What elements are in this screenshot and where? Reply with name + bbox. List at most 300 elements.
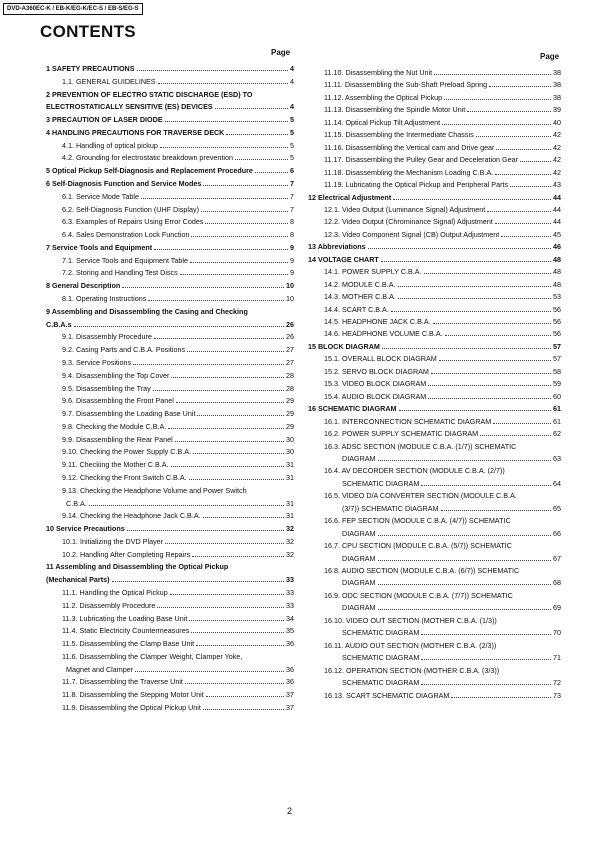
toc-entry-page: 60 <box>553 391 561 401</box>
toc-entry <box>308 91 561 102</box>
toc-entry-page: 56 <box>553 317 561 326</box>
toc-entry-page: 31 <box>286 498 294 508</box>
dot-leader <box>434 74 551 75</box>
dot-leader <box>398 298 551 299</box>
toc-entry <box>38 688 294 699</box>
dot-leader <box>235 159 288 160</box>
dot-leader <box>141 198 288 199</box>
toc-entry <box>38 599 294 610</box>
toc-entry-title: 16.3. ADSC SECTION (MODULE C.B.A. (1/7)) SCHEMATIC <box>324 441 517 451</box>
toc-entry-page: 4 <box>290 64 294 73</box>
toc-entry <box>38 139 294 150</box>
toc-entry-title: 9.9. Disassembling the Rear Panel <box>62 434 173 444</box>
toc-entry-title: 16.9. ODC SECTION (MODULE C.B.A. (7/7)) SCHEMATIC <box>324 590 513 600</box>
toc-entry-title: 11.5. Disassembling the Clamp Base Unit <box>62 639 195 649</box>
toc-entry <box>308 78 561 89</box>
toc-entry-page: 59 <box>553 379 561 389</box>
toc-entry <box>38 650 294 661</box>
toc-entry <box>308 489 561 500</box>
toc-entry <box>38 126 294 137</box>
toc-entry <box>308 166 561 177</box>
toc-entry-page: 43 <box>553 180 561 190</box>
toc-entry <box>308 614 561 625</box>
toc-entry-title: 15 BLOCK DIAGRAM <box>308 341 380 351</box>
toc-entry-page: 62 <box>553 429 561 439</box>
dot-leader <box>165 543 284 544</box>
toc-entry <box>38 356 294 367</box>
toc-entry-page: 42 <box>553 167 561 177</box>
dot-leader <box>421 634 551 635</box>
toc-entry-page: 68 <box>553 578 561 588</box>
toc-entry-page: 64 <box>553 478 561 488</box>
toc-entry <box>308 340 561 351</box>
toc-entry <box>38 279 294 290</box>
toc-entry-page: 32 <box>286 549 294 559</box>
dot-leader <box>378 460 551 461</box>
toc-entry-title: 11.11. Disassembling the Sub-Shaft Preload Spring <box>324 80 488 90</box>
toc-entry <box>38 586 294 597</box>
dot-leader <box>197 415 284 416</box>
dot-leader <box>175 441 284 442</box>
toc-entry-title: 11.7. Disassembling the Traverse Unit <box>62 677 183 687</box>
toc-entry-page: 36 <box>286 664 294 674</box>
toc-entry <box>308 303 561 314</box>
dot-leader <box>489 86 551 87</box>
toc-entry <box>308 676 561 687</box>
toc-entry <box>308 440 561 451</box>
toc-entry-page: 66 <box>553 528 561 538</box>
toc-entry-page: 5 <box>290 115 294 125</box>
toc-entry <box>38 100 294 111</box>
toc-entry <box>308 539 561 550</box>
toc-entry <box>308 203 561 214</box>
dot-leader <box>399 410 551 411</box>
toc-entry-title: 12.2. Video Output (Chrominance Signal) Adjustment <box>324 217 493 227</box>
dot-leader <box>495 223 551 224</box>
toc-entry-page: 36 <box>286 639 294 649</box>
dot-leader <box>112 581 284 582</box>
dot-leader <box>428 398 551 399</box>
dot-leader <box>201 211 288 212</box>
toc-entry-title: 4 HANDLING PRECAUTIONS FOR TRAVERSE DECK <box>46 127 225 137</box>
toc-entry <box>38 266 294 277</box>
toc-entry-page: 32 <box>286 536 294 546</box>
model-header: DVD-A360EC-K / EB-K/EG-K/EC-S / EB-S/EG-S <box>3 3 143 15</box>
dot-leader <box>192 556 284 557</box>
toc-entry-title: 11.10. Disassembling the Nut Unit <box>324 68 433 77</box>
toc-entry <box>308 191 561 202</box>
dot-leader <box>191 632 284 633</box>
toc-entry-page: 8 <box>290 230 294 240</box>
toc-entry <box>308 502 561 513</box>
toc-entry-page: 72 <box>553 678 561 688</box>
toc-entry-title: 15.3. VIDEO BLOCK DIAGRAM <box>324 379 427 389</box>
dot-leader <box>398 286 552 287</box>
dot-leader <box>189 479 284 480</box>
toc-entry-title: 11.12. Assembling the Optical Pickup <box>324 92 443 102</box>
dot-leader <box>381 261 551 262</box>
toc-entry-title: 6.4. Sales Demonstration Lock Function <box>62 230 190 240</box>
dot-leader <box>382 348 551 349</box>
toc-entry-title: 10.1. Initializing the DVD Player <box>62 536 164 546</box>
dot-leader <box>160 147 288 148</box>
toc-entry-title: 2 PREVENTION OF ELECTRO STATIC DISCHARGE (ESD) TO <box>46 89 253 99</box>
toc-entry <box>38 407 294 418</box>
toc-entry-page: 7 <box>290 204 294 214</box>
toc-entry <box>38 203 294 214</box>
toc-entry <box>308 576 561 587</box>
dot-leader <box>495 174 551 175</box>
toc-entry-title: 14 VOLTAGE CHART <box>308 254 379 264</box>
toc-entry-page: 31 <box>286 472 294 482</box>
toc-entry <box>38 254 294 265</box>
toc-entry-title: 8 General Description <box>46 281 121 291</box>
toc-entry <box>38 318 294 329</box>
toc-entry-page: 56 <box>553 329 561 339</box>
dot-leader <box>424 273 551 274</box>
toc-entry-title: 9.11. Checking the Mother C.B.A. <box>62 460 169 470</box>
toc-entry-page: 27 <box>286 357 294 367</box>
toc-entry-title: 9.12. Checking the Front Switch C.B.A. <box>62 472 187 482</box>
toc-entry <box>38 675 294 686</box>
toc-entry <box>308 689 561 700</box>
toc-entry-title: DIAGRAM <box>342 603 376 613</box>
toc-entry-page: 48 <box>553 279 561 289</box>
dot-leader <box>476 136 551 137</box>
toc-entry <box>38 497 294 508</box>
dot-leader <box>165 121 288 122</box>
dot-leader <box>378 584 551 585</box>
toc-entry-title: 9.7. Disassembling the Loading Base Unit <box>62 409 196 419</box>
toc-entry-page: 38 <box>553 68 561 77</box>
toc-entry-title: (3/7)) SCHEMATIC DIAGRAM <box>342 503 439 513</box>
toc-entry <box>38 471 294 482</box>
toc-entry <box>38 343 294 354</box>
dot-leader <box>153 390 284 391</box>
toc-entry-title: 15.1. OVERALL BLOCK DIAGRAM <box>324 354 437 364</box>
toc-entry-title: SCHEMATIC DIAGRAM <box>342 478 420 488</box>
dot-leader <box>444 99 551 100</box>
toc-entry-title: ELECTROSTATICALLY SENSITIVE (ES) DEVICES <box>46 102 213 112</box>
toc-entry-page: 31 <box>286 460 294 470</box>
toc-entry-page: 33 <box>286 600 294 610</box>
toc-entry <box>308 514 561 525</box>
toc-entry-page: 7 <box>290 191 294 201</box>
toc-entry <box>38 382 294 393</box>
toc-entry-page: 10 <box>286 281 294 291</box>
toc-entry <box>38 394 294 405</box>
toc-entry-title: 16.1. INTERCONNECTION SCHEMATIC DIAGRAM <box>324 416 492 426</box>
toc-entry <box>308 589 561 600</box>
toc-entry-page: 57 <box>553 354 561 364</box>
toc-entry-page: 61 <box>553 416 561 426</box>
toc-entry <box>38 548 294 559</box>
toc-entry <box>308 352 561 363</box>
toc-entry <box>308 178 561 189</box>
toc-entry-title: 7.1. Service Tools and Equipment Table <box>62 255 188 265</box>
toc-entry-title: 9.6. Disassembling the Front Panel <box>62 396 174 406</box>
toc-entry <box>38 624 294 635</box>
toc-entry <box>38 701 294 712</box>
toc-entry-page: 58 <box>553 366 561 376</box>
dot-leader <box>421 659 551 660</box>
toc-entry <box>38 215 294 226</box>
page-column-label: Page <box>540 52 560 61</box>
toc-entry-title: 6.3. Examples of Repairs Using Error Codes <box>62 217 204 227</box>
dot-leader <box>171 466 284 467</box>
toc-entry-title: 9.13. Checking the Headphone Volume and Power Switch <box>62 485 247 495</box>
toc-entry-title: 16 SCHEMATIC DIAGRAM <box>308 404 397 414</box>
toc-entry-page: 44 <box>553 217 561 227</box>
toc-entry <box>308 116 561 127</box>
toc-entry-title: DIAGRAM <box>342 528 376 538</box>
toc-entry <box>38 330 294 341</box>
toc-entry-title: 14.5. HEADPHONE JACK C.B.A. <box>324 317 431 326</box>
toc-entry-page: 67 <box>553 553 561 563</box>
toc-entry-title: 4.1. Handling of optical pickup <box>62 140 158 150</box>
toc-entry <box>38 420 294 431</box>
toc-entry-page: 28 <box>286 383 294 393</box>
dot-leader <box>493 423 551 424</box>
toc-entry-title: 9.1. Disassembly Procedure <box>62 332 152 342</box>
toc-entry-page: 42 <box>553 142 561 152</box>
toc-entry <box>308 290 561 301</box>
toc-entry <box>308 564 561 575</box>
dot-leader <box>510 186 551 187</box>
toc-entry-title: 15.2. SERVO BLOCK DIAGRAM <box>324 366 429 376</box>
toc-entry-page: 48 <box>553 267 561 277</box>
toc-entry <box>38 177 294 188</box>
toc-entry <box>38 113 294 124</box>
toc-entry-page: 6 <box>290 166 294 176</box>
toc-entry-title: 11.8. Disassembling the Stepping Motor Unit <box>62 690 204 700</box>
toc-entry <box>308 664 561 675</box>
dot-leader <box>185 683 284 684</box>
toc-entry-page: 4 <box>290 76 294 86</box>
dot-leader <box>135 671 284 672</box>
dot-leader <box>203 709 284 710</box>
toc-entry-page: 69 <box>553 603 561 613</box>
page-number: 2 <box>287 806 293 816</box>
toc-entry-page: 42 <box>553 130 561 140</box>
toc-entry <box>38 560 294 571</box>
dot-leader <box>137 70 288 71</box>
dot-leader <box>205 223 288 224</box>
toc-entry-title: 11.15. Disassembling the Intermediate Chassis <box>324 130 474 140</box>
toc-entry-page: 29 <box>286 409 294 419</box>
dot-leader <box>154 249 288 250</box>
toc-entry-page: 29 <box>286 396 294 406</box>
toc-entry-title: 16.8. AUDIO SECTION (MODULE C.B.A. (6/7)) SCHEMATIC <box>324 566 520 575</box>
toc-entry-page: 44 <box>553 192 561 202</box>
toc-entry-page: 26 <box>286 319 294 329</box>
dot-leader <box>203 185 288 186</box>
dot-leader <box>431 373 551 374</box>
toc-entry-page: 48 <box>553 254 561 264</box>
toc-entry <box>38 573 294 584</box>
dot-leader <box>421 485 551 486</box>
toc-entry <box>38 522 294 533</box>
toc-entry-page: 65 <box>553 503 561 513</box>
toc-entry <box>308 527 561 538</box>
toc-entry-page: 5 <box>290 140 294 150</box>
toc-entry <box>308 228 561 239</box>
toc-entry-title: 16.4. AV DECORDER SECTION (MODULE C.B.A. (2/7)) <box>324 466 505 476</box>
toc-entry <box>38 190 294 201</box>
toc-entry-title: 14.3. MOTHER C.B.A. <box>324 292 396 302</box>
toc-entry-title: 11.17. Disassembling the Pulley Gear and Deceleration Gear <box>324 155 519 165</box>
toc-entry <box>38 612 294 623</box>
toc-entry <box>308 377 561 388</box>
toc-entry-page: 8 <box>290 217 294 227</box>
toc-entry-title: 11.13. Disassembling the Spindle Motor Unit <box>324 105 466 115</box>
toc-entry-page: 30 <box>286 434 294 444</box>
dot-leader <box>501 236 551 237</box>
toc-entry-page: 29 <box>286 421 294 431</box>
toc-entry <box>308 390 561 401</box>
toc-entry <box>308 265 561 276</box>
dot-leader <box>187 351 284 352</box>
toc-entry-title: 9.3. Service Positions <box>62 357 132 367</box>
dot-leader <box>378 609 551 610</box>
toc-entry-title: 16.11. AUDIO OUT SECTION (MOTHER C.B.A. (2/3)) <box>324 640 497 650</box>
toc-entry <box>308 601 561 612</box>
dot-leader <box>428 385 551 386</box>
toc-entry-title: C.B.A.s <box>46 319 72 329</box>
toc-entry <box>38 228 294 239</box>
toc-entry-title: 9.8. Checking the Module C.B.A. <box>62 421 167 431</box>
toc-entry <box>38 292 294 303</box>
toc-entry-title: 7 Service Tools and Equipment <box>46 242 153 252</box>
toc-entry-title: 6.2. Self-Diagnosis Function (UHF Display) <box>62 204 200 214</box>
toc-entry <box>308 477 561 488</box>
toc-entry <box>308 651 561 662</box>
toc-entry-title: (Mechanical Parts) <box>46 575 110 585</box>
dot-leader <box>421 684 551 685</box>
toc-entry-page: 33 <box>286 587 294 597</box>
toc-entry-page: 40 <box>553 117 561 127</box>
dot-leader <box>451 697 551 698</box>
toc-entry-page: 71 <box>553 653 561 663</box>
toc-entry <box>38 369 294 380</box>
toc-entry-title: 14.4. SCART C.B.A. <box>324 304 389 314</box>
toc-entry-title: 12.3. Video Component Signal (CB) Output Adjustment <box>324 229 500 239</box>
toc-entry-title: 16.10. VIDEO OUT SECTION (MOTHER C.B.A. (1/3)) <box>324 615 497 625</box>
toc-entry <box>38 458 294 469</box>
dot-leader <box>191 236 288 237</box>
toc-entry-page: 33 <box>286 575 294 585</box>
toc-entry-title: 9.2. Casing Parts and C.B.A. Positions <box>62 345 186 355</box>
toc-entry-page: 9 <box>290 255 294 265</box>
toc-entry <box>308 240 561 251</box>
toc-entry-page: 36 <box>286 677 294 687</box>
toc-entry-page: 28 <box>286 370 294 380</box>
toc-entry-title: 15.4. AUDIO BLOCK DIAGRAM <box>324 391 427 401</box>
toc-entry-title: DIAGRAM <box>342 553 376 563</box>
dot-leader <box>176 402 284 403</box>
dot-leader <box>157 607 284 608</box>
dot-leader <box>203 517 284 518</box>
dot-leader <box>180 274 288 275</box>
dot-leader <box>433 323 551 324</box>
toc-entry <box>38 433 294 444</box>
toc-entry-page: 44 <box>553 204 561 214</box>
dot-leader <box>441 510 551 511</box>
toc-entry <box>38 445 294 456</box>
dot-leader <box>393 199 551 200</box>
toc-entry <box>38 509 294 520</box>
toc-entry-title: 11.18. Disassembling the Mechanism Loading C.B.A. <box>324 167 494 177</box>
toc-entry <box>308 365 561 376</box>
dot-leader <box>445 335 551 336</box>
toc-entry <box>308 278 561 289</box>
toc-entry-page: 45 <box>553 229 561 239</box>
toc-entry-title: C.B.A. <box>66 498 87 508</box>
dot-leader <box>520 161 551 162</box>
toc-entry-page: 7 <box>290 179 294 189</box>
toc-entry-title: SCHEMATIC DIAGRAM <box>342 628 420 638</box>
toc-entry <box>38 484 294 495</box>
toc-entry <box>308 626 561 637</box>
toc-entry-title: 7.2. Storing and Handling Test Discs <box>62 268 178 278</box>
toc-entry-title: SCHEMATIC DIAGRAM <box>342 678 420 688</box>
toc-entry <box>308 66 561 77</box>
toc-entry-title: 16.5. VIDEO D/A CONVERTER SECTION (MODULE C.B.A. <box>324 491 517 501</box>
toc-entry-page: 31 <box>286 511 294 521</box>
dot-leader <box>391 311 551 312</box>
dot-leader <box>226 134 288 135</box>
toc-entry-page: 26 <box>286 332 294 342</box>
dot-leader <box>148 300 284 301</box>
toc-entry-page: 37 <box>286 690 294 700</box>
dot-leader <box>378 535 551 536</box>
toc-entry <box>38 637 294 648</box>
toc-entry-title: 14.2. MODULE C.B.A. <box>324 279 396 289</box>
page-column-label: Page <box>271 48 291 57</box>
dot-leader <box>133 364 284 365</box>
dot-leader <box>190 262 288 263</box>
dot-leader <box>74 326 284 327</box>
toc-entry-title: SCHEMATIC DIAGRAM <box>342 653 420 663</box>
toc-entry-title: 8.1. Operating Instructions <box>62 294 147 304</box>
toc-entry-page: 27 <box>286 345 294 355</box>
toc-entry-title: 16.7. CPU SECTION (MODULE C.B.A. (5/7)) SCHEMATIC <box>324 541 512 551</box>
toc-entry-page: 9 <box>290 242 294 252</box>
dot-leader <box>487 211 551 212</box>
toc-entry <box>38 164 294 175</box>
dot-leader <box>496 149 551 150</box>
toc-entry-page: 61 <box>553 404 561 414</box>
toc-entry <box>38 663 294 674</box>
toc-entry-title: 12.1. Video Output (Luminance Signal) Adjustment <box>324 204 486 214</box>
toc-entry-title: 4.2. Grounding for electrostatic breakdown prevention <box>62 153 234 163</box>
toc-entry-title: 11.16. Disassembling the Vertical cam and Drive gear <box>324 142 495 152</box>
toc-entry-page: 42 <box>553 155 561 165</box>
toc-entry <box>38 88 294 99</box>
toc-entry <box>308 415 561 426</box>
toc-entry <box>308 327 561 338</box>
toc-entry-page: 35 <box>286 626 294 636</box>
toc-entry-title: 11.1. Handling the Optical Pickup <box>62 587 168 597</box>
toc-entry-title: 1.1. GENERAL GUIDELINES <box>62 76 156 86</box>
toc-entry-page: 5 <box>290 127 294 137</box>
dot-leader <box>196 645 284 646</box>
toc-entry-page: 10 <box>286 294 294 304</box>
toc-entry-title: 16.6. FEP SECTION (MODULE C.B.A. (4/7)) SCHEMATIC <box>324 516 511 526</box>
toc-entry-title: 12 Electrical Adjustment <box>308 192 392 202</box>
toc-entry-title: 14.1. POWER SUPPLY C.B.A. <box>324 267 422 277</box>
toc-entry <box>308 253 561 264</box>
